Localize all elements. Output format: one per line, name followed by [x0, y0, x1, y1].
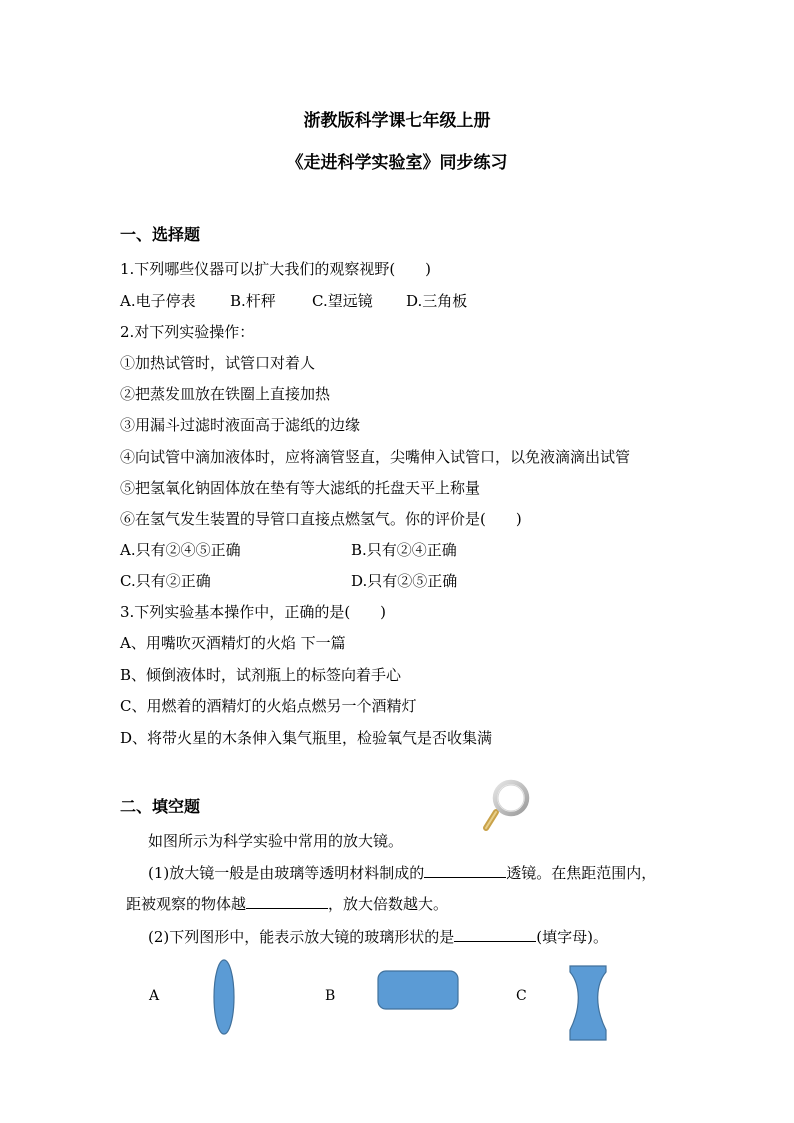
q3-option-d: D、将带火星的木条伸入集气瓶里，检验氧气是否收集满	[120, 729, 493, 747]
page-title: 浙教版科学课七年级上册	[303, 111, 491, 131]
q2-option-d: D.只有②⑤正确	[351, 572, 458, 590]
q2-item-1: ①加热试管时，试管口对着人	[120, 354, 316, 372]
fill-part-1-text-b: 透镜。在焦距范围内，	[506, 864, 657, 882]
q1-option-d: D.三角板	[406, 292, 468, 310]
answer-blank-1[interactable]	[424, 863, 506, 878]
q1-option-a: A.电子停表	[120, 292, 196, 310]
q2-option-a: A.只有②④⑤正确	[120, 541, 241, 559]
q2-item-6: ⑥在氢气发生装置的导管口直接点燃氢气。你的评价是( )	[120, 510, 522, 528]
q2-item-3: ③用漏斗过滤时液面高于滤纸的边缘	[120, 416, 361, 434]
q3-option-c: C、用燃着的酒精灯的火焰点燃另一个酒精灯	[120, 697, 417, 715]
fill-part-2	[148, 926, 608, 947]
q2-option-b: B.只有②④正确	[351, 541, 457, 559]
fill-part-1-text-d: ，放大倍数越大。	[328, 895, 449, 913]
question-3-stem: 3.下列实验基本操作中，正确的是( )	[120, 603, 387, 621]
q2-item-5: ⑤把氢氧化钠固体放在垫有等大滤纸的托盘天平上称量	[120, 479, 481, 497]
shape-label-c: C	[516, 988, 527, 1004]
answer-blank-2[interactable]	[246, 894, 328, 909]
section-heading-fill: 二、填空题	[120, 797, 201, 816]
concave-lens-shape-c	[570, 966, 606, 1040]
q2-option-c: C.只有②正确	[120, 572, 211, 590]
magnifier-icon	[480, 778, 536, 836]
convex-lens-shape-a	[214, 960, 234, 1034]
fill-part-1-line-2	[126, 893, 448, 914]
fill-part-1-text-c: 距被观察的物体越	[126, 895, 247, 913]
question-1-stem: 1.下列哪些仪器可以扩大我们的观察视野( )	[120, 260, 432, 278]
q1-option-b: B.杆秤	[230, 292, 276, 310]
fill-part-2-text-a: (2)下列图形中，能表示放大镜的玻璃形状的是	[148, 928, 455, 946]
fill-intro: 如图所示为科学实验中常用的放大镜。	[148, 832, 404, 850]
q3-option-a: A、用嘴吹灭酒精灯的火焰 下一篇	[120, 634, 346, 652]
shape-label-a: A	[149, 988, 160, 1004]
q1-option-c: C.望远镜	[312, 292, 373, 310]
q2-item-4: ④向试管中滴加液体时，应将滴管竖直，尖嘴伸入试管口，以免液滴滴出试管	[120, 448, 631, 466]
fill-part-1-line-1	[148, 862, 656, 883]
shape-label-b: B	[325, 988, 336, 1004]
lens-shapes-figure	[0, 950, 794, 1050]
question-2-stem: 2.对下列实验操作：	[120, 323, 255, 341]
q3-option-b: B、倾倒液体时，试剂瓶上的标签向着手心	[120, 666, 402, 684]
answer-blank-3[interactable]	[454, 927, 536, 942]
fill-part-2-text-b: (填字母)。	[536, 928, 608, 946]
page-subtitle: 《走进科学实验室》同步练习	[286, 153, 508, 173]
section-heading-choice: 一、选择题	[120, 225, 201, 244]
rectangle-shape-b	[378, 971, 458, 1009]
fill-part-1-text-a: (1)放大镜一般是由玻璃等透明材料制成的	[148, 864, 425, 882]
q2-item-2: ②把蒸发皿放在铁圈上直接加热	[120, 385, 331, 403]
